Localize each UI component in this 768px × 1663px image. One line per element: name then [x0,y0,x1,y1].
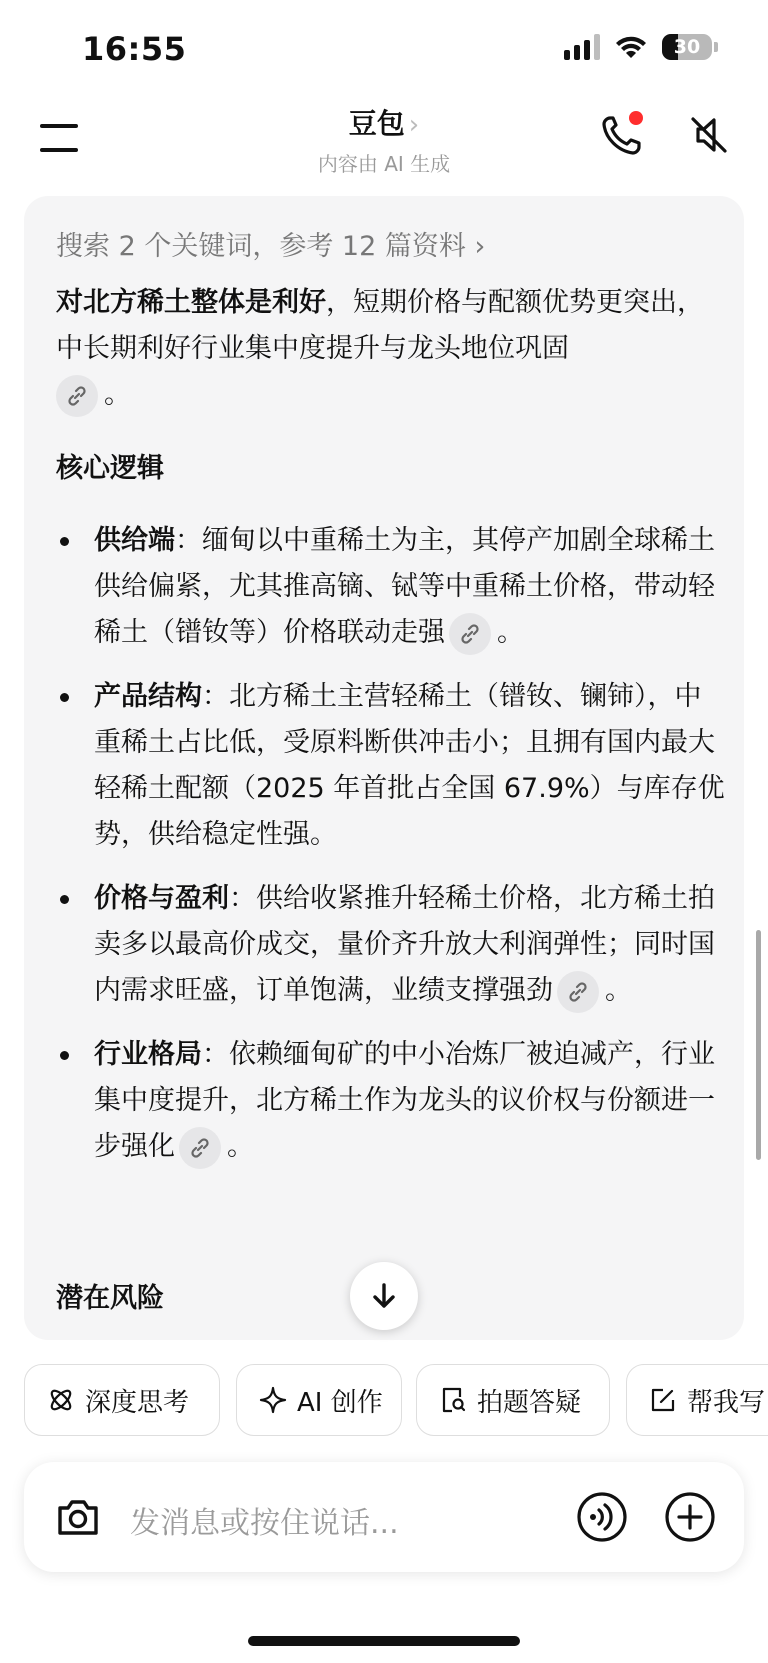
arrow-down-icon [368,1280,400,1312]
bullet-dot [60,895,69,904]
bullet-dot [60,693,69,702]
bullet-end: 。 [227,1131,254,1162]
bullet-end: 。 [605,975,632,1006]
chip-label: 深度思考 [85,1387,190,1418]
status-bar [0,0,768,96]
risk-title: 潜在风险 [56,1283,164,1314]
home-indicator[interactable] [248,1636,520,1646]
chip-ai-create[interactable] [236,1364,402,1436]
chip-deep-thinking[interactable] [24,1364,220,1436]
camera-button[interactable] [54,1493,102,1545]
bullet-label: 供给端 [94,525,175,556]
intro-paragraph [56,280,726,418]
bot-name: 豆包 [348,107,405,140]
search-reference-link[interactable]: 搜索 2 个关键词，参考 12 篇资料 › [56,231,486,262]
wifi-icon [614,34,648,60]
ai-generated-note: 内容由 AI 生成 [317,152,451,176]
scroll-to-bottom-button[interactable] [350,1262,418,1330]
header-center[interactable] [0,102,768,177]
status-time: 16:55 [82,30,187,68]
speaker-muted-icon [684,110,734,160]
bullet-label: 产品结构 [94,681,202,712]
bullet-text: ：北方稀土主营轻稀土（镨钕、镧铈），中重稀土占比低，受原料断供冲击小；且拥有国内最大轻稀土配额（2025 年首批占全国 67.9%）与库存优势，供给稳定性强。 [94,681,725,850]
camera-icon [54,1493,102,1541]
chip-label: 帮我写 [687,1387,766,1418]
intro-text: ，短期价格与配额优势更突出，中长期利好行业集中度提升与龙头地位巩固 [56,287,704,364]
message-input[interactable]: 发消息或按住说话... [130,1506,399,1541]
battery-icon [662,34,712,60]
voice-wave-icon [576,1491,628,1543]
plus-button[interactable] [664,1491,716,1547]
edit-icon [649,1386,677,1414]
message-input-bar [24,1462,744,1572]
chip-label: AI 创作 [297,1387,383,1418]
cellular-signal-icon [564,34,600,60]
core-logic-title: 核心逻辑 [56,453,164,484]
list-item [56,876,726,1014]
intro-bold: 对北方稀土整体是利好 [56,287,326,318]
document-search-icon [439,1386,467,1414]
battery-level: 30 [673,36,701,58]
link-icon[interactable] [557,971,599,1013]
chip-help-write[interactable] [626,1364,768,1436]
phone-icon [598,110,648,160]
plus-icon [664,1491,716,1543]
assistant-message-card [24,196,744,1340]
chevron-right-icon: › [408,110,420,140]
battery-tip [714,42,718,52]
link-icon[interactable] [56,375,98,417]
chat-header [0,96,768,186]
bullet-text: ：供给收紧推升轻稀土价格，北方稀土拍卖多以最高价成交，量价齐升放大利润弹性；同时国内需求旺盛，订单饱满，业绩支撑强劲 [94,883,715,1006]
list-item [56,1032,726,1170]
message-content [56,280,726,1188]
atom-icon [47,1386,75,1414]
status-icons [564,34,718,60]
call-button[interactable] [598,110,648,160]
link-icon[interactable] [449,613,491,655]
bullet-dot [60,1051,69,1060]
link-icon[interactable] [179,1127,221,1169]
bullet-label: 价格与盈利 [94,883,229,914]
chip-label: 拍题答疑 [477,1387,582,1418]
bot-title[interactable] [0,102,768,142]
bullet-text: ：依赖缅甸矿的中小冶炼厂被迫减产，行业集中度提升，北方稀土作为龙头的议价权与份额进一步强化 [94,1039,715,1162]
chip-photo-question[interactable] [416,1364,610,1436]
bullet-label: 行业格局 [94,1039,202,1070]
list-item [56,674,726,858]
call-badge [629,111,643,125]
bullet-dot [60,537,69,546]
bullet-text: ：缅甸以中重稀土为主，其停产加剧全球稀土供给偏紧，尤其推高镝、铽等中重稀土价格，带动轻稀土（镨钕等）价格联动走强 [94,525,715,648]
intro-end: 。 [104,379,131,410]
scrollbar[interactable] [756,930,761,1160]
quick-action-chips [24,1364,768,1436]
voice-button[interactable] [576,1491,628,1547]
bullet-end: 。 [497,617,524,648]
list-item [56,518,726,656]
sparkle-icon [259,1386,287,1414]
mute-button[interactable] [684,110,734,160]
